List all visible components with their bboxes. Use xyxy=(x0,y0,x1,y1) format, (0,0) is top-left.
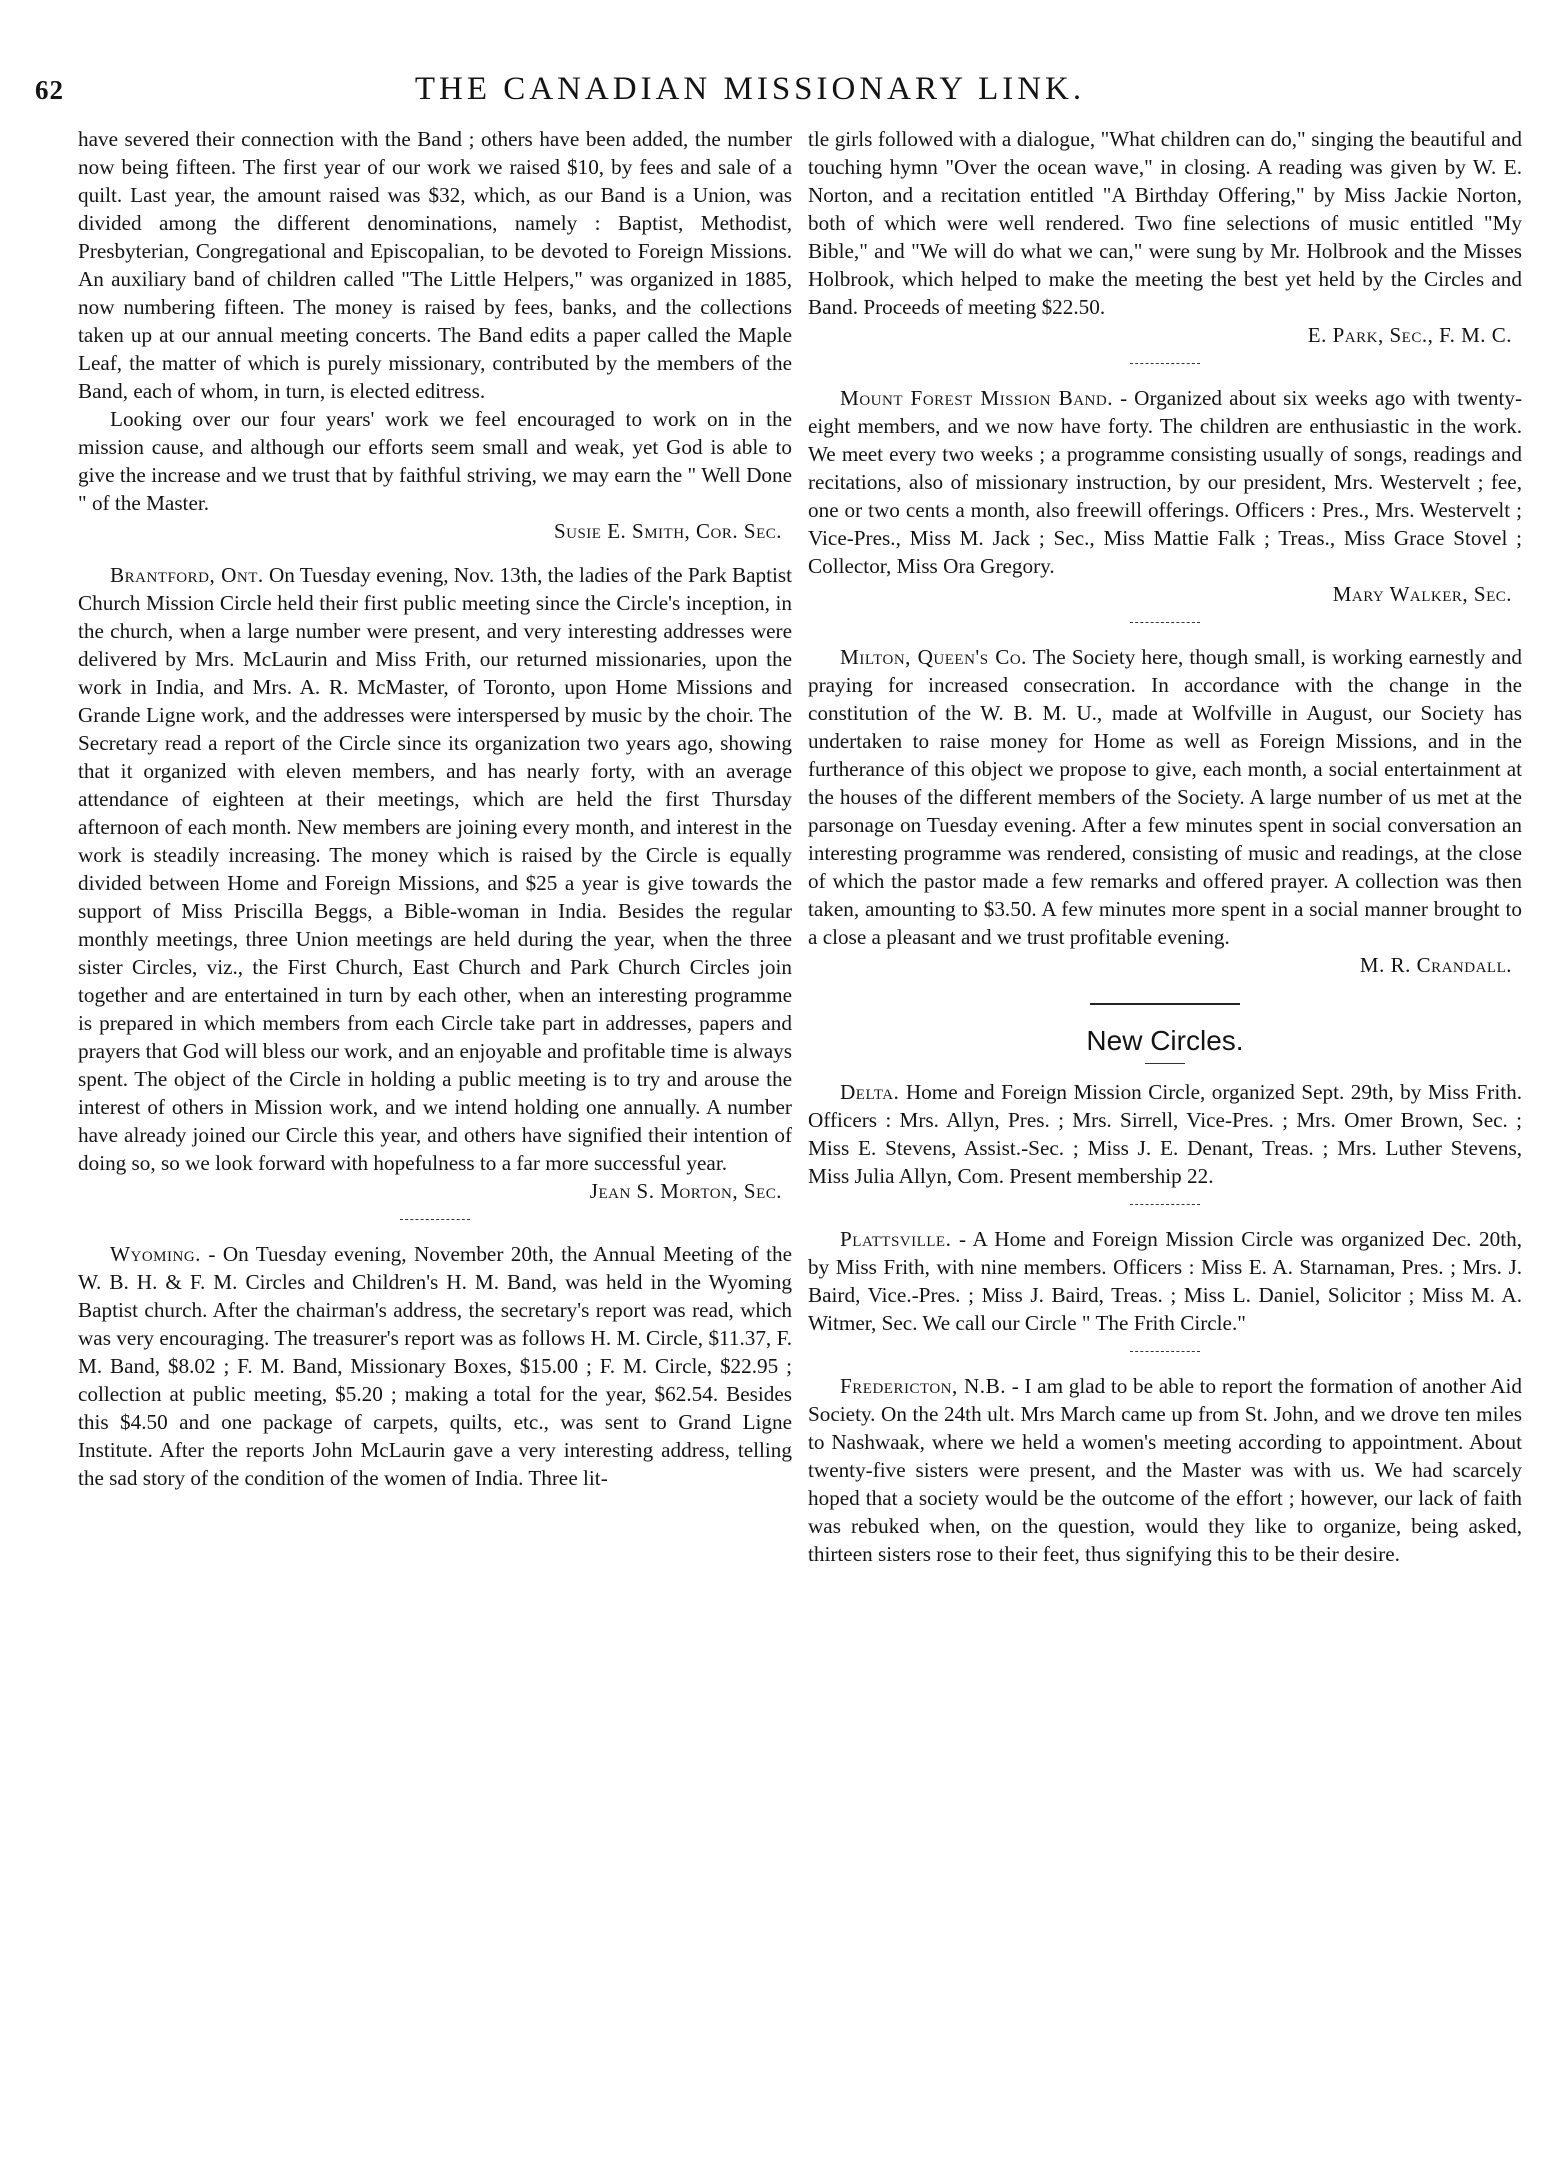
brantford-text: On Tuesday evening, Nov. 13th, the ladies of the Park Baptist Church Mission Circle held their first public meeting since the Circle's inception, in the church, when a large number were present, and very interesting addresses were delivered by Mrs. McLaurin and Miss Frith, our returned missionaries, upon the work in India, and Mrs. A. R. McMaster, of Toronto, upon Home Missions and Grande Ligne work, and the addresses were interspersed by music by the choir. The Secretary read a report of the Circle since its organization two years ago, showing that it organized with eleven members, and has nearly forty, with an average attendance of eighteen at their meetings, which are held the first Thursday afternoon of each month. New members are joining every month, and interest in the work is steadily increasing. The money which is raised by the Circle is equally divided between Home and Foreign Missions, and $25 a year is give towards the support of Miss Priscilla Beggs, a Bible-woman in India. Besides the regular monthly meetings, three Union meetings are held during the year, when the three sister Circles, viz., the First Church, East Church and Park Church Circles join together and are entertained in turn by each other, when an interesting programme is prepared in which members from each Circle take part in addresses, papers and prayers that God will bless our work, and an enjoyable and profitable time is always spent. The object of the Circle in holding a public meeting is to try and arouse the interest of others in Mission work, and we intend holding one annually. A number have already joined our Circle this year, and others have signified their intention of doing so, so we look forward with hopefulness to a far more successful year. xyxy=(78,563,792,1175)
mount-forest-text: - Organized about six weeks ago with twenty-eight members, and we now have forty. The children are enthusiastic in the work. We meet every two weeks ; a programme consisting usually of songs, readings and recitations, also of missionary instruction, by our president, Mrs. Westervelt ; fee, one or two cents a month, also freewill offerings. Officers : Pres., Mrs. Westervelt ; Vice-Pres., Miss M. Jack ; Sec., Miss Mattie Falk ; Treas., Miss Grace Stovel ; Collector, Miss Ora Gregory. xyxy=(808,386,1522,578)
delta-report xyxy=(808,1078,1522,1190)
milton-text: The Society here, though small, is working earnestly and praying for increased consecration. In accordance with the change in the constitution of the W. B. M. U., made at Wolfville in August, our Society has undertaken to raise money for Home as well as Foreign Missions, and in the furtherance of this object we propose to give, each month, a social entertainment at the houses of the different members of the Society. A large number of us met at the parsonage on Tuesday evening. After a few minutes spent in social conversation an interesting programme was rendered, consisting of music and readings, at the close of which the pastor made a few remarks and offered prayer. A collection was then taken, amounting to $3.50. A few minutes more spent in a social manner brought to a close a pleasant and we trust profitable evening. xyxy=(808,645,1522,949)
plattsville-lead: Plattsville. xyxy=(840,1227,952,1251)
signature-mary-walker: Mary Walker, Sec. xyxy=(1332,582,1512,606)
page-number: 62 xyxy=(35,75,64,105)
signature-m-r-crandall: M. R. Crandall. xyxy=(1359,953,1512,977)
signature-susie-smith: Susie E. Smith, Cor. Sec. xyxy=(553,519,782,543)
milton-lead: Milton, Queen's Co. xyxy=(840,645,1027,669)
band-report-paragraph: have severed their connection with the Band ; others have been added, the number now being fifteen. The first year of our work we raised $10, by fees and sale of a quilt. Last year, the amount raised was $32, which, as our Band is a Union, was divided among the different denominations, namely : Baptist, Methodist, Presbyterian, Congregational and Episcopalian, to be devoted to Foreign Missions. An auxiliary band of children called "The Little Helpers," was organized in 1885, now numbering fifteen. The money is raised by fees, banks, and the collections taken up at our annual meeting concerts. The Band edits a paper called the Maple Leaf, the matter of which is purely missionary, contributed by the members of the Band, each of whom, in turn, is elected editress. xyxy=(78,127,792,403)
separator xyxy=(1130,1351,1200,1352)
signature-e-park: E. Park, Sec., F. M. C. xyxy=(1307,323,1512,347)
mount-forest-report xyxy=(808,384,1522,580)
signature-jean-morton: Jean S. Morton, Sec. xyxy=(589,1179,782,1203)
page-header xyxy=(0,0,1561,115)
fredericton-text: - I am glad to be able to report the formation of another Aid Society. On the 24th ult. Mrs March came up from St. John, and we drove ten miles to Nashwaak, where we held a women's meeting according to appointment. About twenty-five sisters were present, and the Master was with us. We had scarcely hoped that a society would be the outcome of the effort ; however, our lack of faith was rebuked when, on the question, would they like to organize, being asked, thirteen sisters rose to their feet, thus signifying this to be their desire. xyxy=(808,1374,1522,1566)
journal-title: THE CANADIAN MISSIONARY LINK. xyxy=(414,71,1086,107)
brantford-lead: Brantford, Ont. xyxy=(110,563,264,587)
wyoming-report xyxy=(78,1240,792,1492)
left-column xyxy=(78,125,792,2160)
band-report-closing-paragraph: Looking over our four years' work we feel encouraged to work on in the mission cause, and although our efforts seem small and weak, yet God is able to give the increase and we trust that by faithful striving, we may earn the " Well Done " of the Master. xyxy=(78,407,792,515)
heading-underline xyxy=(1145,1063,1185,1064)
plattsville-report xyxy=(808,1225,1522,1337)
delta-lead: Delta. xyxy=(840,1080,900,1104)
milton-report xyxy=(808,643,1522,951)
wyoming-text: - On Tuesday evening, November 20th, the Annual Meeting of the W. B. H. & F. M. Circles and Children's H. M. Band, was held in the Wyoming Baptist church. After the chairman's address, the secretary's report was read, which was very encouraging. The treasurer's report was as follows H. M. Circle, $11.37, F. M. Band, $8.02 ; F. M. Band, Missionary Boxes, $15.00 ; F. M. Circle, $22.95 ; collection at public meeting, $5.20 ; making a total for the year, $62.54. Besides this $4.50 and one package of carpets, quilts, etc., was sent to Grand Ligne Institute. After the reports John McLaurin gave a very interesting address, telling the sad story of the condition of the women of India. Three lit- xyxy=(78,1242,792,1490)
wyoming-continued: tle girls followed with a dialogue, "What children can do," singing the beautiful and touching hymn "Over the ocean wave," in closing. A reading was given by W. E. Norton, and a recitation entitled "A Birthday Offering," by Miss Jackie Norton, both of which were well rendered. Two fine selections of music entitled "My Bible," and "We will do what we can," were sung by Mr. Holbrook and the Misses Holbrook, which helped to make the meeting the best yet held by the Circles and Band. Proceeds of meeting $22.50. xyxy=(808,127,1522,319)
mount-forest-lead: Mount Forest Mission Band. xyxy=(840,386,1114,410)
brantford-report xyxy=(78,561,792,1177)
separator xyxy=(400,1219,470,1220)
delta-text: Home and Foreign Mission Circle, organized Sept. 29th, by Miss Frith. Officers : Mrs. Allyn, Pres. ; Mrs. Sirrell, Vice-Pres. ; Mrs. Omer Brown, Sec. ; Miss E. Stevens, Assist.-Sec. ; Miss J. E. Denant, Treas. ; Mrs. Luther Stevens, Miss Julia Allyn, Com. Present membership 22. xyxy=(808,1080,1522,1188)
right-column xyxy=(808,125,1522,2160)
separator xyxy=(1130,1204,1200,1205)
separator xyxy=(1130,622,1200,623)
plattsville-text: - A Home and Foreign Mission Circle was organized Dec. 20th, by Miss Frith, with nine members. Officers : Miss E. A. Starnaman, Pres. ; Mrs. J. Baird, Vice.-Pres. ; Miss J. Baird, Treas. ; Miss L. Daniel, Solicitor ; Miss M. A. Witmer, Sec. We call our Circle " The Frith Circle." xyxy=(808,1227,1522,1335)
new-circles-heading: New Circles. xyxy=(1086,1025,1244,1056)
fredericton-report xyxy=(808,1372,1522,1568)
wyoming-lead: Wyoming. xyxy=(110,1242,201,1266)
fredericton-lead: Fredericton, N.B. xyxy=(840,1374,1007,1398)
section-rule xyxy=(1090,1003,1240,1005)
separator xyxy=(1130,363,1200,364)
